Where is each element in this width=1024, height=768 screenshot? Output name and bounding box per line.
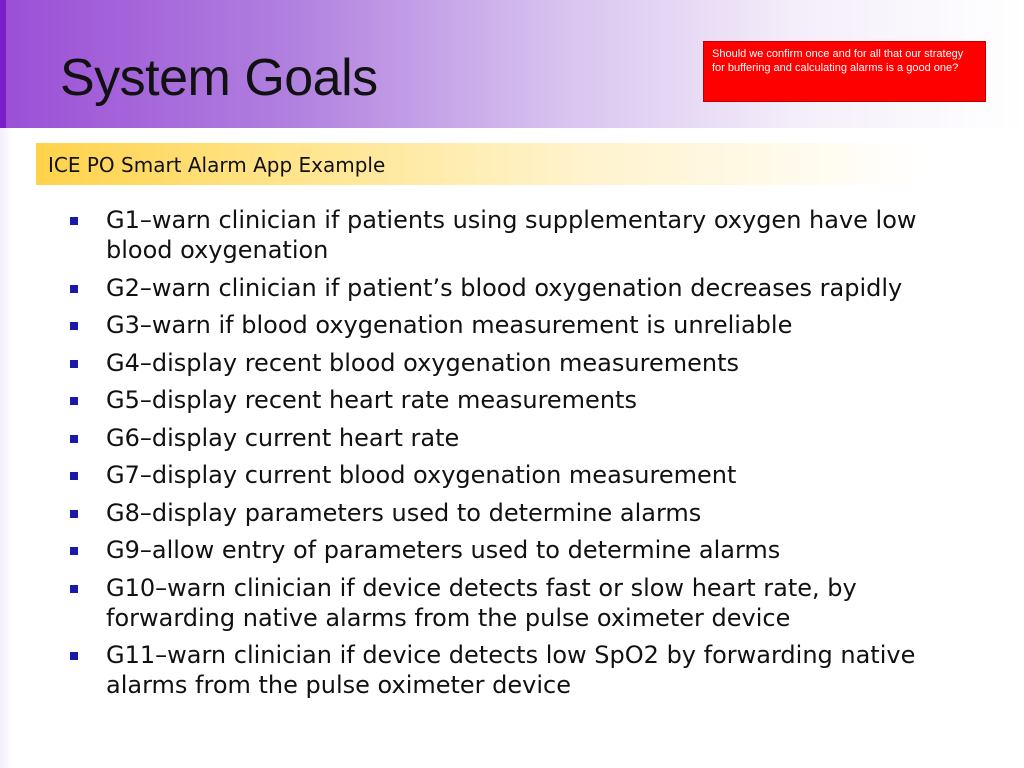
- square-bullet-icon: [70, 217, 78, 225]
- goal-item: [70, 640, 970, 700]
- slide-subtitle: ICE PO Smart Alarm App Example: [48, 153, 386, 177]
- goal-text: G7–display current blood oxygenation measurement: [106, 461, 737, 489]
- square-bullet-icon: [70, 360, 78, 368]
- goal-item: [70, 385, 970, 415]
- goal-text: G4–display recent blood oxygenation measurements: [106, 348, 739, 377]
- goal-text: G10–warn clinician if device detects fast or slow heart rate, by forwarding native alarms from the pulse oximeter device: [106, 573, 857, 632]
- left-edge-shade: [0, 128, 12, 768]
- square-bullet-icon: [70, 547, 78, 555]
- goal-item: [70, 573, 970, 633]
- square-bullet-icon: [70, 472, 78, 480]
- goal-item: [70, 273, 970, 303]
- square-bullet-icon: [70, 322, 78, 330]
- goal-text: G3–warn if blood oxygenation measurement is unreliable: [106, 311, 793, 339]
- goal-item: [70, 310, 970, 340]
- goal-list: [70, 205, 970, 708]
- goal-text: G2–warn clinician if patient’s blood oxygenation decreases rapidly: [106, 273, 903, 302]
- square-bullet-icon: [70, 510, 78, 518]
- goal-item: [70, 205, 970, 265]
- goal-item: [70, 460, 970, 490]
- square-bullet-icon: [70, 397, 78, 405]
- goal-text: G6–display current heart rate: [106, 423, 460, 452]
- slide-title: System Goals: [60, 49, 378, 107]
- goal-text: G8–display parameters used to determine alarms: [106, 498, 702, 527]
- square-bullet-icon: [70, 652, 78, 660]
- square-bullet-icon: [70, 435, 78, 443]
- square-bullet-icon: [70, 585, 78, 593]
- goal-item: [70, 498, 970, 528]
- comment-note: Should we confirm once and for all that our strategy for buffering and calculating alarms is a good one?: [703, 41, 986, 102]
- goal-item: [70, 348, 970, 378]
- left-accent-bar: [0, 0, 6, 128]
- goal-item: [70, 423, 970, 453]
- goal-text: G11–warn clinician if device detects low SpO2 by forwarding native alarms from the pulse oximeter device: [106, 641, 916, 699]
- square-bullet-icon: [70, 285, 78, 293]
- goal-text: G1–warn clinician if patients using supplementary oxygen have low blood oxygenation: [106, 206, 917, 264]
- goal-text: G9–allow entry of parameters used to determine alarms: [106, 536, 781, 564]
- goal-text: G5–display recent heart rate measurements: [106, 386, 637, 414]
- goal-item: [70, 535, 970, 565]
